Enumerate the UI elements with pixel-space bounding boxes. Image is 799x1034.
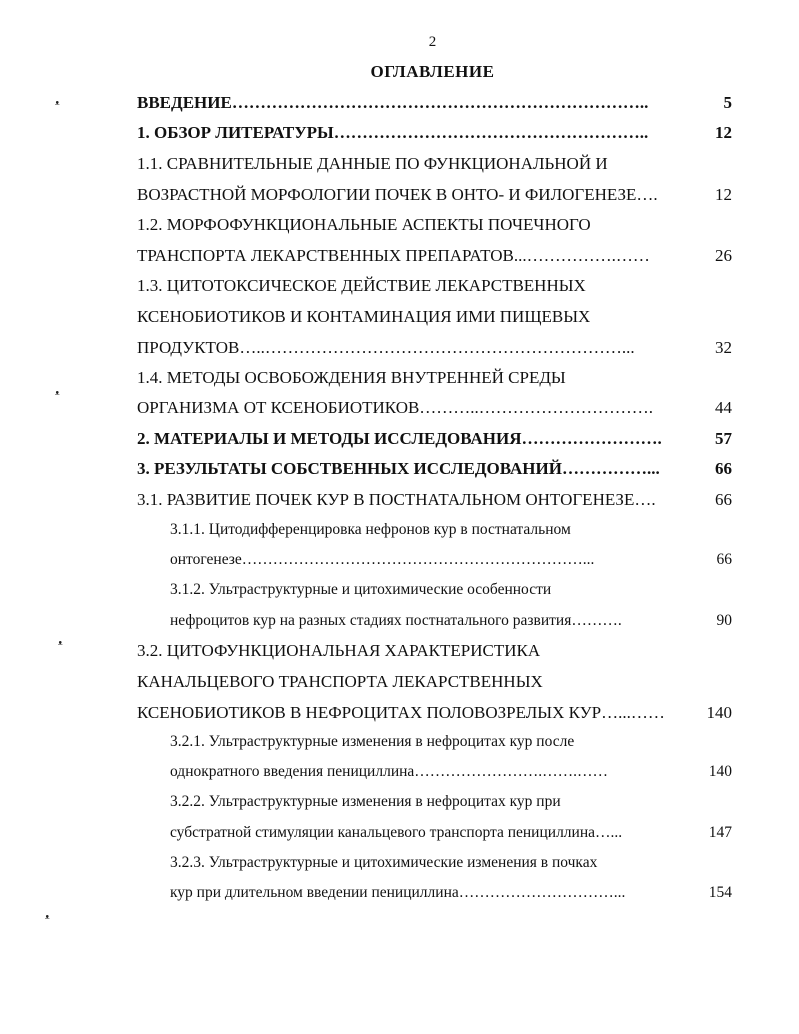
toc-entry-text: субстратной стимуляции канальцевого транспорта пенициллина…... (170, 824, 623, 841)
toc-entry-text: КСЕНОБИОТИКОВ И КОНТАМИНАЦИЯ ИМИ ПИЩЕВЫХ (137, 307, 591, 326)
toc-entry-text: 1.4. МЕТОДЫ ОСВОБОЖДЕНИЯ ВНУТРЕННЕЙ СРЕДЫ (137, 368, 566, 387)
toc-entry-page: 154 (708, 884, 732, 901)
toc-entry-text: 3.2.2. Ультраструктурные изменения в нефроцитах кур при (170, 793, 561, 810)
toc-entry-page: 44 (715, 398, 732, 417)
toc-entry-text: 3.2.1. Ультраструктурные изменения в нефроцитах кур после (170, 733, 575, 750)
page-number: 2 (428, 34, 437, 50)
toc-entry-text: КАНАЛЬЦЕВОГО ТРАНСПОРТА ЛЕКАРСТВЕННЫХ (137, 672, 543, 691)
toc-entry-text: кур при длительном введении пенициллина…………………………... (170, 884, 626, 901)
toc-entry-text: ОРГАНИЗМА ОТ КСЕНОБИОТИКОВ………..…………………………. (137, 398, 654, 417)
toc-entry-page: 66 (716, 551, 732, 568)
toc-entry-text: 3. РЕЗУЛЬТАТЫ СОБСТВЕННЫХ ИССЛЕДОВАНИЙ……………... (137, 459, 660, 478)
toc-entry-text: 3.1.2. Ультраструктурные и цитохимические особенности (170, 581, 552, 598)
toc-entry-page: 66 (715, 459, 732, 478)
toc-entry-text: 1.3. ЦИТОТОКСИЧЕСКОЕ ДЕЙСТВИЕ ЛЕКАРСТВЕННЫХ (137, 276, 586, 295)
toc-entry-text: 3.1. РАЗВИТИЕ ПОЧЕК КУР В ПОСТНАТАЛЬНОМ ОНТОГЕНЕЗЕ…. (137, 490, 656, 509)
toc-title: ОГЛАВЛЕНИЕ (370, 62, 495, 81)
toc-entry-text: ВОЗРАСТНОЙ МОРФОЛОГИИ ПОЧЕК В ОНТО- И ФИЛОГЕНЕЗЕ…. (137, 185, 658, 204)
toc-entry-text: ВВЕДЕНИЕ……………………………………………………………….. (137, 93, 649, 112)
toc-entry-text: ТРАНСПОРТА ЛЕКАРСТВЕННЫХ ПРЕПАРАТОВ...…………….…… (137, 246, 650, 265)
toc-entry-text: КСЕНОБИОТИКОВ В НЕФРОЦИТАХ ПОЛОВОЗРЕЛЫХ КУР…...…… (137, 703, 665, 722)
toc-entry-text: 3.2. ЦИТОФУНКЦИОНАЛЬНАЯ ХАРАКТЕРИСТИКА (137, 641, 541, 660)
toc-entry-text: нефроцитов кур на разных стадиях постнатального развития………. (170, 612, 622, 629)
toc-entry-text: однократного введения пенициллина…………………….…….…… (170, 763, 609, 780)
toc-entry-page: 26 (715, 246, 732, 265)
margin-mark-3: ᵜ (58, 638, 63, 653)
toc-entry-page: 140 (708, 763, 732, 780)
toc-entry-text: ПРОДУКТОВ…..………………………………………………………... (137, 338, 635, 357)
toc-entry-page: 12 (715, 123, 732, 142)
toc-entry-page: 57 (715, 429, 732, 448)
margin-mark-4: ᵜ (45, 912, 50, 927)
toc-entry-text: 3.1.1. Цитодифференцировка нефронов кур в постнатальном (170, 521, 571, 538)
margin-mark-2: ᵜ (55, 388, 60, 403)
toc-entry-page: 5 (723, 93, 732, 112)
toc-entry-page: 32 (715, 338, 732, 357)
toc-entry-text: онтогенезе…………………………………………………………... (170, 551, 595, 568)
toc-entry-text: 1.2. МОРФОФУНКЦИОНАЛЬНЫЕ АСПЕКТЫ ПОЧЕЧНОГО (137, 215, 591, 234)
toc-entry-text: 1. ОБЗОР ЛИТЕРАТУРЫ……………………………………………….. (137, 123, 649, 142)
toc-entry-text: 1.1. СРАВНИТЕЛЬНЫЕ ДАННЫЕ ПО ФУНКЦИОНАЛЬНОЙ И (137, 154, 608, 173)
toc-entry-page: 12 (715, 185, 732, 204)
toc-entry-page: 66 (715, 490, 732, 509)
toc-entry-page: 90 (716, 612, 732, 629)
margin-mark-1: ᵜ (55, 98, 60, 113)
toc-entry-page: 147 (708, 824, 732, 841)
toc-entry-text: 3.2.3. Ультраструктурные и цитохимические изменения в почках (170, 854, 598, 871)
toc-entry-text: 2. МАТЕРИАЛЫ И МЕТОДЫ ИССЛЕДОВАНИЯ……………………. (137, 429, 662, 448)
toc-entry-page: 140 (706, 703, 732, 722)
